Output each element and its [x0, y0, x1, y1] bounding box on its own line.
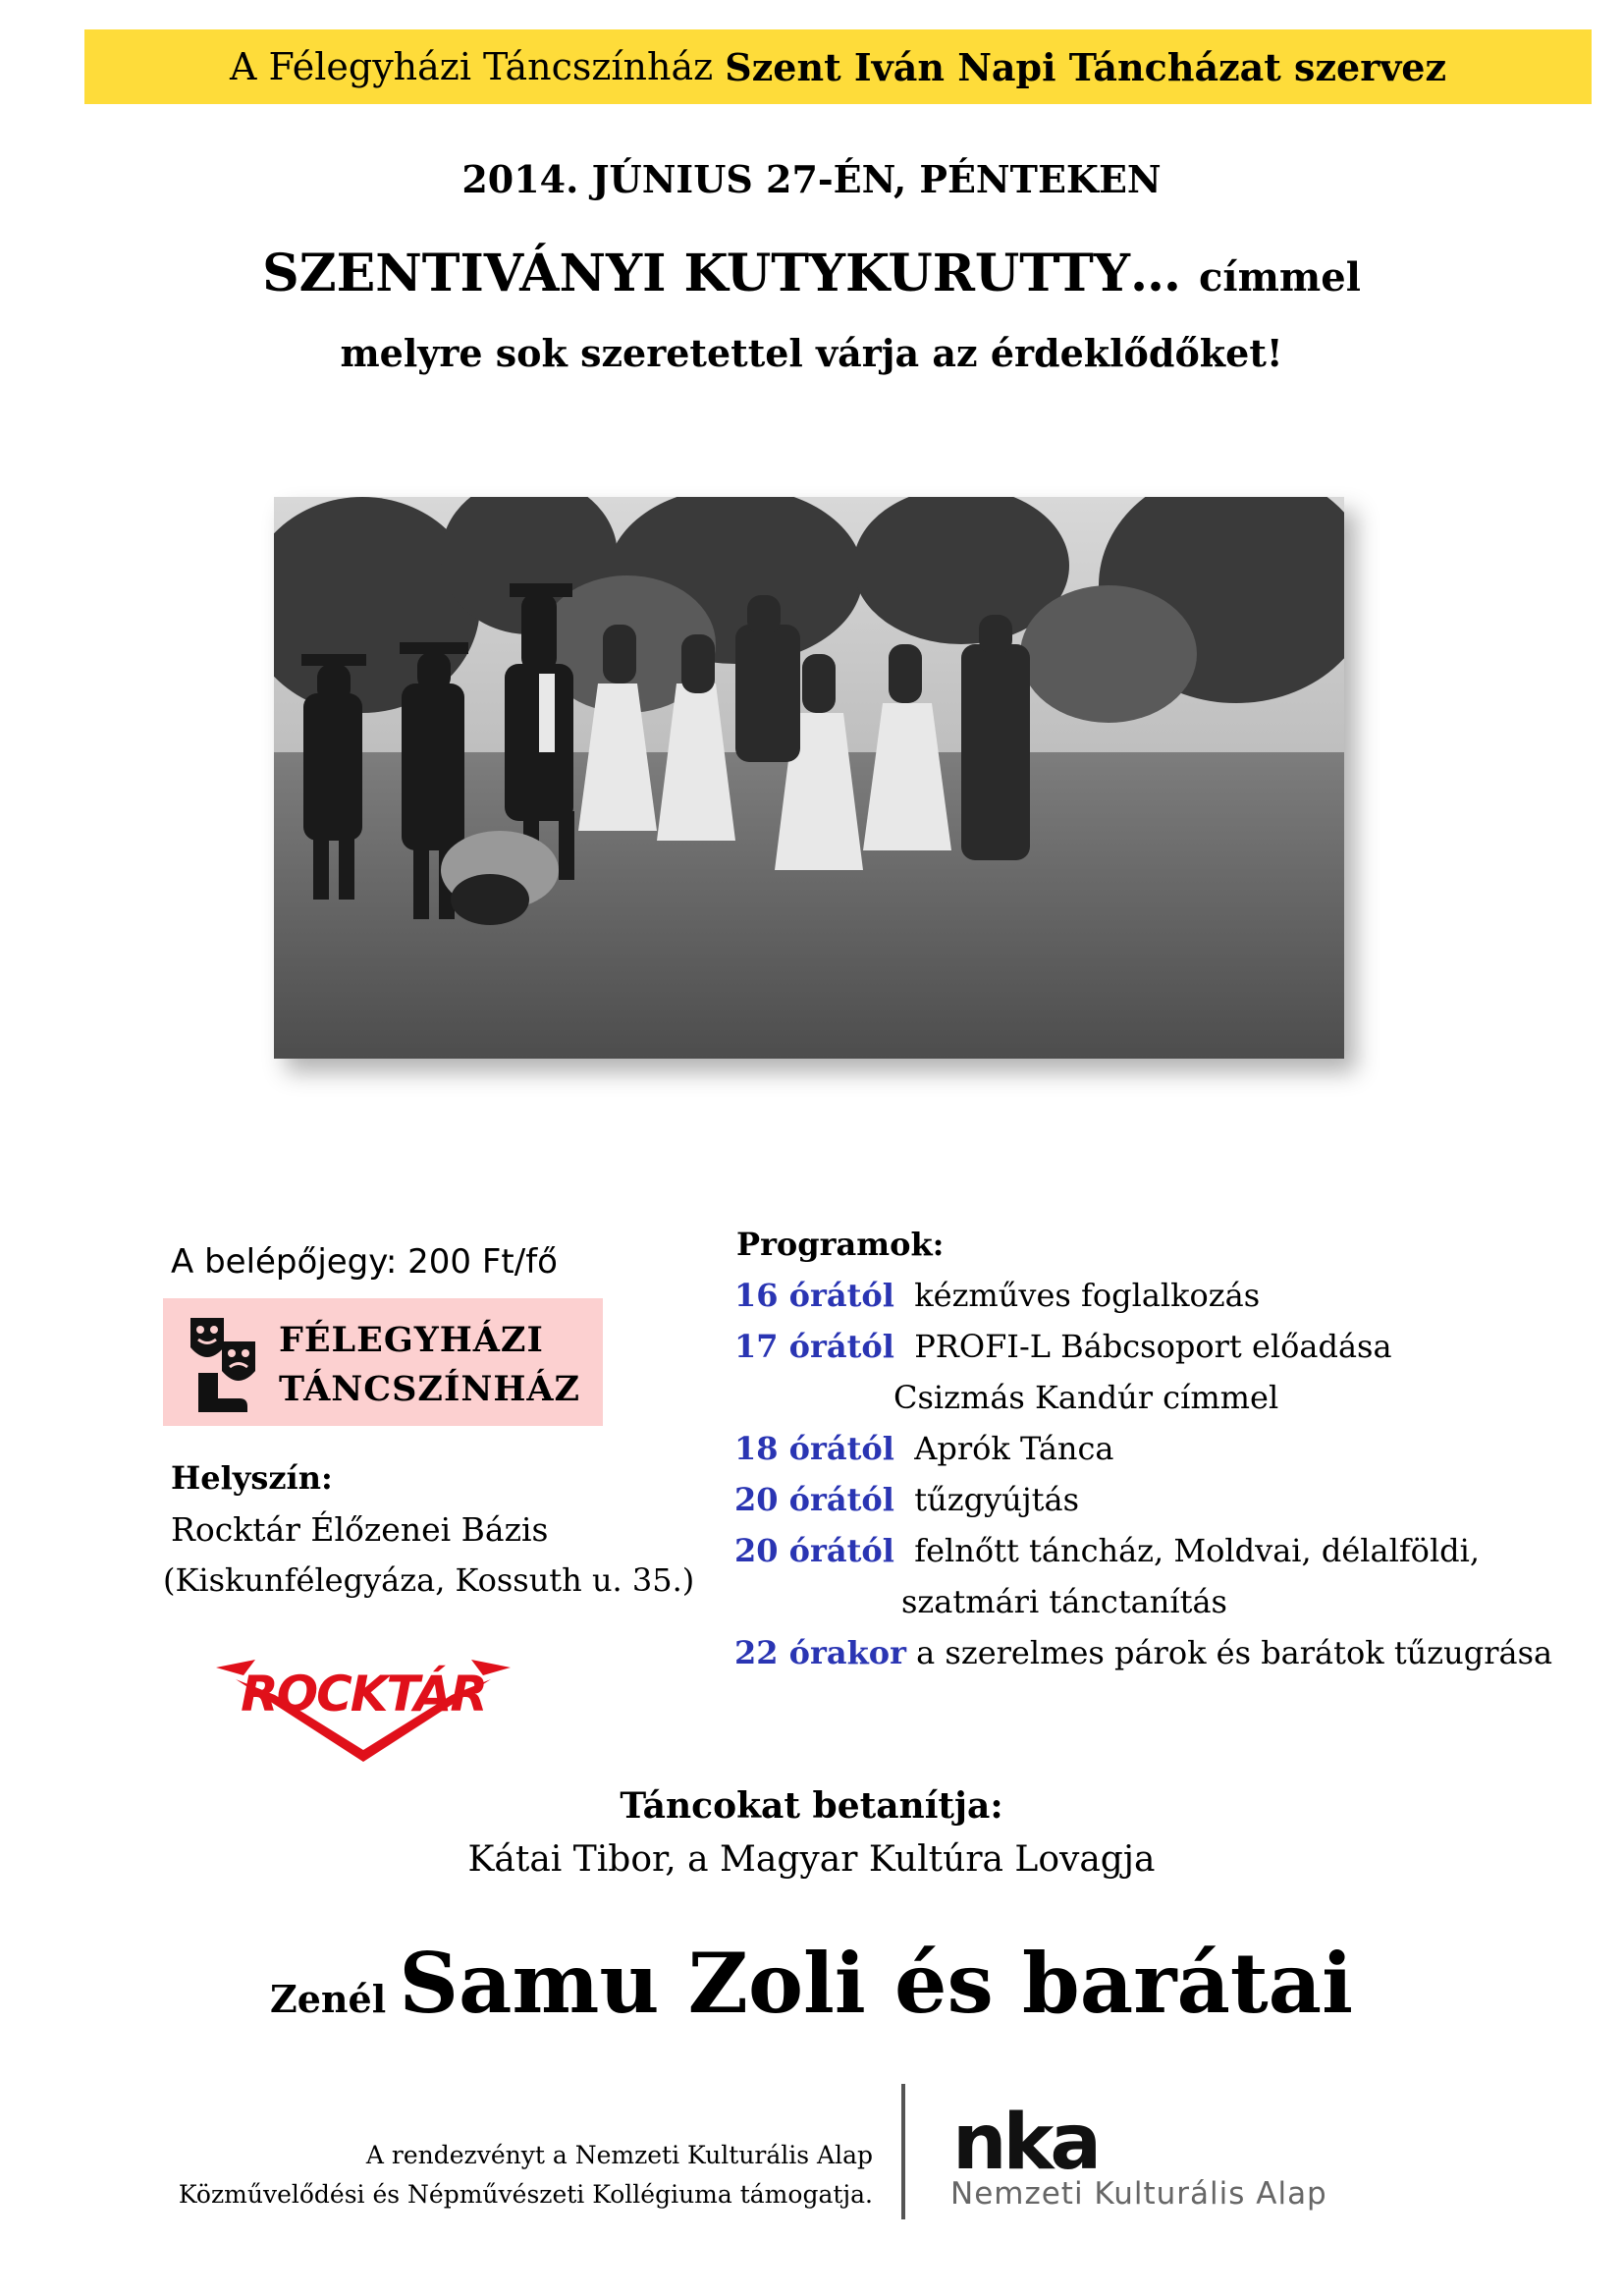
organizer-logo: [163, 1298, 603, 1426]
program-time: 17 órától: [734, 1328, 894, 1365]
header-banner: [84, 29, 1592, 104]
program-row: [734, 1532, 1480, 1569]
footer-divider: [901, 2084, 905, 2219]
program-row: [734, 1277, 1260, 1314]
folk-dance-photo-icon: [274, 497, 1344, 1059]
nka-logo-icon: [952, 2109, 1115, 2172]
music-line: [0, 1935, 1623, 2032]
teachers-name: Kátai Tibor, a Magyar Kultúra Lovagja: [467, 1839, 1156, 1880]
ticket-price: A belépőjegy: 200 Ft/fő: [171, 1242, 558, 1282]
program-time: 18 órától: [734, 1430, 894, 1467]
nka-name: Nemzeti Kulturális Alap: [950, 2176, 1327, 2212]
rocktar-logo: [216, 1640, 511, 1766]
nka-logo-text: nka: [952, 2109, 1099, 2172]
program-row: [734, 1430, 1114, 1467]
event-title: [0, 244, 1623, 303]
theatre-masks-icon: [185, 1312, 261, 1416]
event-title-main: SZENTIVÁNYI KUTYKURUTTY…: [262, 244, 1200, 303]
programs-title: Programok:: [736, 1226, 945, 1263]
program-text: kézműves foglalkozás: [893, 1277, 1261, 1314]
venue-address: (Kiskunfélegyáza, Kossuth u. 35.): [163, 1561, 695, 1599]
banner-organizer-text: A Félegyházi Táncszínház: [229, 45, 714, 88]
program-continuation: Csizmás Kandúr címmel: [893, 1379, 1279, 1416]
banner-event-text: Szent Iván Napi Táncházat szervez: [725, 44, 1447, 89]
program-text: a szerelmes párok és barátok tűzugrása: [905, 1634, 1553, 1671]
program-row: [734, 1328, 1392, 1365]
organizer-logo-line2: TÁNCSZÍNHÁZ: [279, 1369, 581, 1409]
rocktar-logo-text: ROCKTÁR: [241, 1666, 486, 1722]
program-text: felnőtt táncház, Moldvai, délalföldi,: [893, 1532, 1481, 1569]
folk-dance-photo: [274, 497, 1344, 1059]
support-line2: Közművelődési és Népművészeti Kollégiuma támogatja.: [178, 2180, 873, 2209]
program-row: [734, 1634, 1552, 1671]
band-name: Samu Zoli és barátai: [399, 1935, 1354, 2032]
venue-label: Helyszín:: [171, 1459, 333, 1497]
program-time: 20 órától: [734, 1481, 894, 1518]
program-time: 16 órától: [734, 1277, 894, 1314]
event-date: 2014. JÚNIUS 27-ÉN, PÉNTEKEN: [461, 157, 1162, 201]
organizer-logo-line1: FÉLEGYHÁZI: [279, 1320, 544, 1360]
program-text: PROFI-L Bábcsoport előadása: [893, 1328, 1392, 1365]
music-lead: Zenél: [269, 1977, 400, 2021]
support-line1: A rendezvényt a Nemzeti Kulturális Alap: [365, 2141, 873, 2169]
event-title-suffix: címmel: [1199, 254, 1361, 301]
program-row: [734, 1481, 1079, 1518]
teachers-label: Táncokat betanítja:: [620, 1785, 1003, 1827]
program-time: 20 órától: [734, 1532, 894, 1569]
program-text: Aprók Tánca: [893, 1430, 1114, 1467]
event-subtitle: melyre sok szeretettel várja az érdeklődőket!: [340, 331, 1283, 375]
program-text: tűzgyújtás: [893, 1481, 1080, 1518]
program-time: 22 órakor: [734, 1634, 906, 1671]
program-continuation: szatmári tánctanítás: [901, 1583, 1227, 1620]
venue-name: Rocktár Élőzenei Bázis: [171, 1510, 549, 1549]
